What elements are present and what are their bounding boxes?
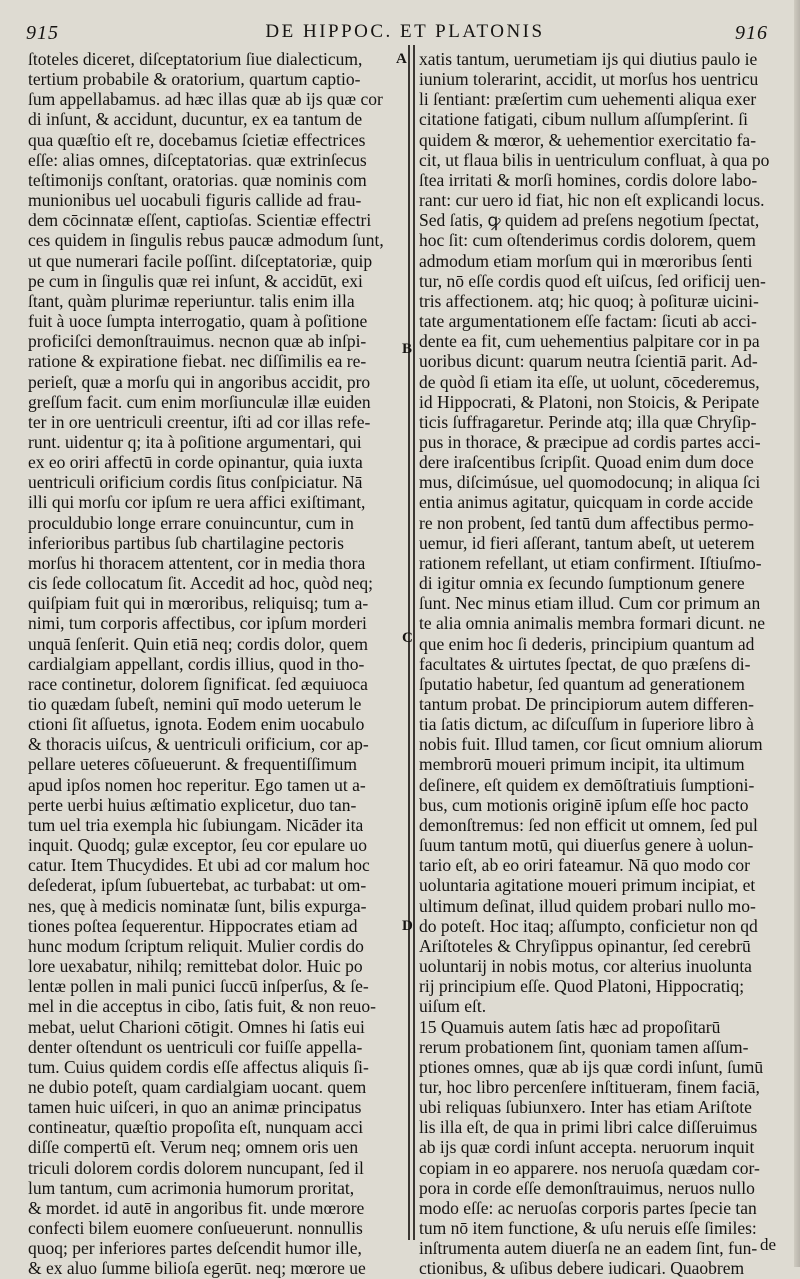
text-line: tamen huic uiſceri, in quo an animæ principatus bbox=[28, 1097, 362, 1118]
text-line: lore uexabatur, nihilq; remittebat dolor. Huic po bbox=[28, 956, 363, 977]
text-line: ces quidem in ſingulis rebus paucæ admodum ſunt, bbox=[28, 230, 384, 251]
text-line: teſtimonijs conſtant, oratorias. quæ nominis com bbox=[28, 169, 367, 190]
text-line: mebat, uelut Charioni cōtigit. Omnes hi ſatis eui bbox=[28, 1016, 365, 1037]
text-line: lentæ pollen in mali punici ſuccū inſperſus, & ſe- bbox=[28, 976, 369, 997]
left-page-number: 915 bbox=[26, 22, 59, 44]
text-line: nobis fuit. Illud tamen, cor ſicut omnium aliorum bbox=[419, 734, 763, 755]
text-line: que enim hoc ſi dederis, principium quantum ad bbox=[419, 633, 755, 654]
text-line: greſſum facit. cum enim morſiunculæ illæ euiden bbox=[28, 391, 371, 412]
text-line: nes, quę à medicis nominatæ ſunt, bilis expurga- bbox=[28, 895, 367, 916]
text-line: ſum appellabamus. ad hæc illas quæ ab ijs quæ cor bbox=[28, 89, 383, 110]
text-line: munionibus uel uocabuli figuris callide ad frau- bbox=[28, 190, 362, 211]
text-line: ex eo oriri affectū in corde opinantur, quia iuxta bbox=[28, 452, 363, 473]
section-marker-d: D bbox=[402, 918, 413, 934]
text-line: dente ea fit, cum uehementius palpitare cor in pa bbox=[419, 331, 760, 352]
text-line: modo eſſe: ac neruoſas corporis partes ſpecie tan bbox=[419, 1197, 757, 1218]
text-line: ſunt. Nec minus etiam illud. Cum cor primum an bbox=[419, 593, 761, 614]
text-line: fuit à uoce ſumpta interrogatio, quam à poſitione bbox=[28, 311, 368, 332]
text-line: unquā ſenſerit. Quin etiā neq; cordis dolor, quem bbox=[28, 633, 368, 654]
text-line: ptiones omnes, quæ ab ijs quæ cordi inſunt, ſumū bbox=[419, 1056, 764, 1077]
text-line: tris affectionem. atq; hic quoq; à poſituræ uicini- bbox=[419, 290, 759, 311]
text-line: ſuum tantum motū, qui diuerſus genere à uolun- bbox=[419, 835, 754, 856]
text-line: citatione fatigati, cibum nullum aſſumpſerint. ſi bbox=[419, 109, 749, 130]
text-line: quidem & mœror, & uehementior exercitatio fa- bbox=[419, 129, 757, 150]
text-line: tio quædam ſubeſt, nemini quī modo ueterum le bbox=[28, 694, 362, 714]
text-line: qua quæſtio eſt re, docebamus ſcietiæ effectrices bbox=[28, 129, 366, 150]
text-line: mus, diſcimúsue, uel quomodocunq; in aliqua ſci bbox=[419, 472, 761, 493]
right-text-column bbox=[419, 49, 774, 1279]
text-line: te alia omnia animalis membra formari dicunt. ne bbox=[419, 613, 765, 634]
text-line: ratione & expiratione fiebat. nec diſſimilis ea re- bbox=[28, 351, 367, 372]
text-line: perieſt, quæ a morſu qui in angoribus accidit, pro bbox=[28, 371, 371, 392]
text-line: rerum probationem ſint, quoniam tamen aſſum- bbox=[419, 1036, 749, 1057]
text-line: quiſpiam fuit qui in mœroribus, reliquisq; tum a- bbox=[28, 593, 369, 614]
text-line: ticis ſuffragaretur. Perinde atq; illa quæ Chryſip- bbox=[419, 411, 757, 432]
text-line: li ſentiant: præſertim cum uehementi aliqua exer bbox=[419, 89, 757, 110]
text-line: ctioni ſit aſſuetus, ignota. Eodem enim uocabulo bbox=[28, 714, 365, 735]
text-line: pus in thorace, & præcipue ad cordis partes acci- bbox=[419, 431, 761, 452]
text-line: catur. Item Thucydides. Et ubi ad cor malum hoc bbox=[28, 855, 370, 876]
text-line: tum. Cuius quidem cordis eſſe affectus aliquis ſi- bbox=[28, 1056, 369, 1077]
text-line: perte uerbi huius æſtimatio explicetur, duo tan- bbox=[28, 794, 357, 815]
right-page-number: 916 bbox=[735, 22, 768, 44]
text-line: triculi dolorem cordis dolorem nuncupant, ſed il bbox=[28, 1157, 364, 1178]
text-line: lum tantum, cum acrimonia humorum proritat, bbox=[28, 1177, 355, 1198]
text-line: copiam in eo apparere. nos neruoſa quædam cor- bbox=[419, 1157, 760, 1178]
text-line: tur, nō eſſe cordis quod eſt uiſcus, ſed orificij uen- bbox=[419, 270, 766, 291]
text-line: hoc ſit: cum oſtenderimus cordis dolorem, quem bbox=[419, 230, 756, 251]
text-line: & ex aluo ſumme bilioſa egerūt. neq; mœrore ue bbox=[28, 1258, 366, 1279]
text-line: tiones poſtea ſequerentur. Hippocrates etiam ad bbox=[28, 915, 358, 936]
text-line: dere iraſcentibus ſcripſit. Quoad enim dum doce bbox=[419, 452, 754, 473]
text-line: mel in die acceptus in cibo, ſatis fuit, & non reuo- bbox=[28, 996, 376, 1017]
text-line: rant: cur uero id fiat, hic non eſt explicandi locus. bbox=[419, 190, 765, 211]
text-line: tario eſt, ab eo oriri fateamur. Nā quo modo cor bbox=[419, 855, 750, 876]
text-line: ubi reliquas ſubiunxero. Inter has etiam Ariſtote bbox=[419, 1097, 752, 1118]
text-line: rationem refellant, ut etiam confirment. Iſtiuſmo- bbox=[419, 552, 762, 573]
text-line: demonſtremus: ſed non efficit ut omnem, ſed pul bbox=[419, 814, 758, 835]
text-line: admodum etiam morſum qui in mœroribus ſenti bbox=[419, 250, 753, 271]
text-line: ſtea irritati & morſi homines, cordis dolore labo- bbox=[419, 169, 758, 190]
running-title: DE HIPPOC. ET PLATONIS bbox=[265, 21, 545, 42]
text-line: inquit. Quodq; gulæ exceptor, ſeu cor epulare uo bbox=[28, 835, 368, 856]
section-marker-a: A bbox=[396, 51, 407, 67]
text-line: pora in corde eſſe demonſtrauimus, neruos nullo bbox=[419, 1177, 755, 1198]
text-line: uentriculi orificium cordis ſitus conſpiciatur. Nā bbox=[28, 472, 363, 493]
text-line: eſſe: alias omnes, diſceptatorias. quæ extrinſecus bbox=[28, 149, 367, 170]
text-line: tum uel tria exempla hic ſubiungam. Nicāder ita bbox=[28, 814, 364, 835]
text-line: cis ſede collocatum ſit. Accedit ad hoc, quòd neq; bbox=[28, 573, 374, 594]
section-marker-b: B bbox=[402, 341, 413, 357]
text-line: 15 Quamuis autem ſatis hæc ad propoſitarū bbox=[419, 1016, 721, 1037]
text-line: id Hippocrati, & Platoni, non Stoicis, & Peripate bbox=[419, 391, 760, 412]
text-line: race continetur, dolorem ſignificat. ſed æquiuoca bbox=[28, 673, 368, 694]
text-line: tur, hoc libro percenſere inſtitueram, finem faciā, bbox=[419, 1076, 760, 1097]
text-line: Ariſtoteles & Chryſippus opinantur, ſed cerebrū bbox=[419, 935, 751, 956]
text-line: tertium probabile & oratorium, quartum captio- bbox=[28, 69, 361, 90]
text-line: ter in ore uentriculi creentur, iſti ad cor illas refe- bbox=[28, 411, 371, 432]
text-line: ſputatio habetur, ſed quantum ad generationem bbox=[419, 673, 745, 694]
text-line: tum nō item functione, & uſu neruis eſſe ſimiles: bbox=[419, 1218, 757, 1239]
text-line: hunc modum ſcriptum reliquit. Mulier cordis do bbox=[28, 935, 364, 956]
text-line: lis illa eſt, de qua in primi libri calce diſſeruimus bbox=[419, 1117, 758, 1138]
text-line: cit, ut flaua bilis in uentriculum confluat, à qua po bbox=[419, 149, 770, 170]
text-line: facultates & uirtutes ſpectat, de quo præſens di- bbox=[419, 653, 751, 674]
text-line: runt. uidentur q; ita à poſitione argumentari, qui bbox=[28, 431, 362, 452]
text-line: confecti bilem euomere conſueuerunt. nonnullis bbox=[28, 1218, 363, 1239]
text-line: & thoracis uiſcus, & uentriculi orificium, cor ap- bbox=[28, 734, 369, 755]
text-line: xatis tantum, uerumetiam ijs qui diutius paulo ie bbox=[419, 49, 758, 69]
text-line: uoribus dicunt: quarum neutra ſcientiā parit. Ad- bbox=[419, 351, 758, 372]
text-line: deſinere, eſt quidem ex demōſtratiuis ſumptioni- bbox=[419, 774, 755, 795]
text-line: deſederat, ipſum ſubuertebat, ac turbabat: ut om- bbox=[28, 875, 367, 896]
page-edge bbox=[794, 0, 800, 1267]
text-line: illi qui morſu cor ipſum re uera affici exiſtimant, bbox=[28, 492, 366, 513]
text-line: proculdubio longe errare conuincuntur, cum in bbox=[28, 512, 354, 533]
section-marker-c: C bbox=[402, 630, 413, 646]
text-line: morſus hi thoracem attentent, cor in media thora bbox=[28, 552, 366, 573]
text-line: membrorū moueri primum incipit, ita ultimum bbox=[419, 754, 745, 775]
text-line: ctionibus, & uſibus debere iudicari. Quaobrem bbox=[419, 1258, 745, 1279]
text-line: uiſum eſt. bbox=[419, 996, 487, 1017]
text-line: di inſunt, & accidunt, ducuntur, ex ea tantum de bbox=[28, 109, 363, 130]
text-line: ſtant, quàm plurimæ reperiuntur. talis enim illa bbox=[28, 290, 355, 311]
text-line: denter oſtendunt os uentriculi cor fuiſſe appella- bbox=[28, 1036, 363, 1057]
text-line: uoluntaria agitatione moueri primum incipiat, et bbox=[419, 875, 756, 896]
text-line: iunium tolerarint, accidit, ut morſus hos uentricu bbox=[419, 69, 759, 90]
text-line: rij principium eſſe. Quod Platoni, Hippocratiq; bbox=[419, 976, 745, 997]
text-line: proficiſci demonſtrauimus. necnon quæ ab inſpi- bbox=[28, 331, 367, 352]
text-line: nimi, tum corporis affectibus, cor ipſum morderi bbox=[28, 613, 367, 634]
text-line: entia animus agitatur, quicquam in corde accide bbox=[419, 492, 754, 513]
text-line: ut que numerari facile poſſint. diſceptatoriæ, quip bbox=[28, 250, 373, 271]
text-line: diſſe compertū eſt. Verum neq; omnem oris uen bbox=[28, 1137, 359, 1158]
text-line: quoq; per inferiores partes deſcendit humor ille, bbox=[28, 1238, 362, 1259]
text-line: dem cōcinnatæ eſſent, captioſas. Scientiæ effectri bbox=[28, 210, 372, 231]
text-line: tate argumentationem eſſe factam: ſicuti ab acci- bbox=[419, 311, 757, 332]
text-line: re non probent, ſed tantū dum affectibus permo- bbox=[419, 512, 754, 533]
text-line: inferioribus partibus ſub chartilagine pectoris bbox=[28, 532, 344, 553]
text-line: do poteſt. Hoc itaq; aſſumpto, conficietur non qd bbox=[419, 915, 758, 936]
text-line: cardialgiam appellant, cordis illius, quod in tho- bbox=[28, 653, 365, 674]
column-rule bbox=[413, 45, 415, 1240]
text-line: ultimum deſinat, illud quidem probari nullo mo- bbox=[419, 895, 756, 916]
text-line: tia ſatis dictum, ac diſcuſſum in ſuperiore libro à bbox=[419, 714, 754, 735]
text-line: pe cum in ſingulis quæ rei inſunt, & accidūt, exi bbox=[28, 270, 363, 291]
text-line: Sed ſatis, ꝙ quidem ad preſens negotium ſpectat, bbox=[419, 210, 760, 231]
text-line: & mordet. id autē in angoribus fit. unde mœrore bbox=[28, 1197, 365, 1218]
text-line: pellare ueteres cōſueuerunt. & frequentiſſimum bbox=[28, 754, 357, 775]
text-line: de quòd ſi etiam ita eſſe, ut uolunt, cōcederemus, bbox=[419, 371, 760, 392]
text-line: ab ijs quæ cordi inſunt accepta. neruorum inquit bbox=[419, 1137, 755, 1158]
text-line: uemur, id fieri aſſerant, tantum abeſt, ut ueterem bbox=[419, 532, 755, 553]
left-text-column bbox=[28, 49, 398, 1279]
page-header bbox=[0, 22, 800, 52]
catchword: de bbox=[759, 1235, 776, 1254]
text-line: ne dubio poteſt, quam cardialgiam uocant. quem bbox=[28, 1076, 367, 1097]
text-line: di igitur omnia ex ſecundo ſumptionum genere bbox=[419, 573, 745, 594]
text-line: inſtrumenta autem diuerſa ne an eadem ſint, fun- bbox=[419, 1238, 758, 1259]
text-line: ſtoteles diceret, diſceptatorium ſiue dialecticum, bbox=[28, 49, 363, 69]
text-line: uoluntarij in nobis motus, cor alterius inuolunta bbox=[419, 956, 752, 977]
text-line: contineatur, quæſtio propoſita eſt, nunquam acci bbox=[28, 1117, 364, 1138]
text-line: tantum probat. De principiorum autem differen- bbox=[419, 694, 754, 714]
text-line: bus, cum motionis originē ipſum eſſe hoc pacto bbox=[419, 794, 749, 815]
text-line: apud ipſos nomen hoc reperitur. Ego tamen ut a- bbox=[28, 774, 366, 795]
